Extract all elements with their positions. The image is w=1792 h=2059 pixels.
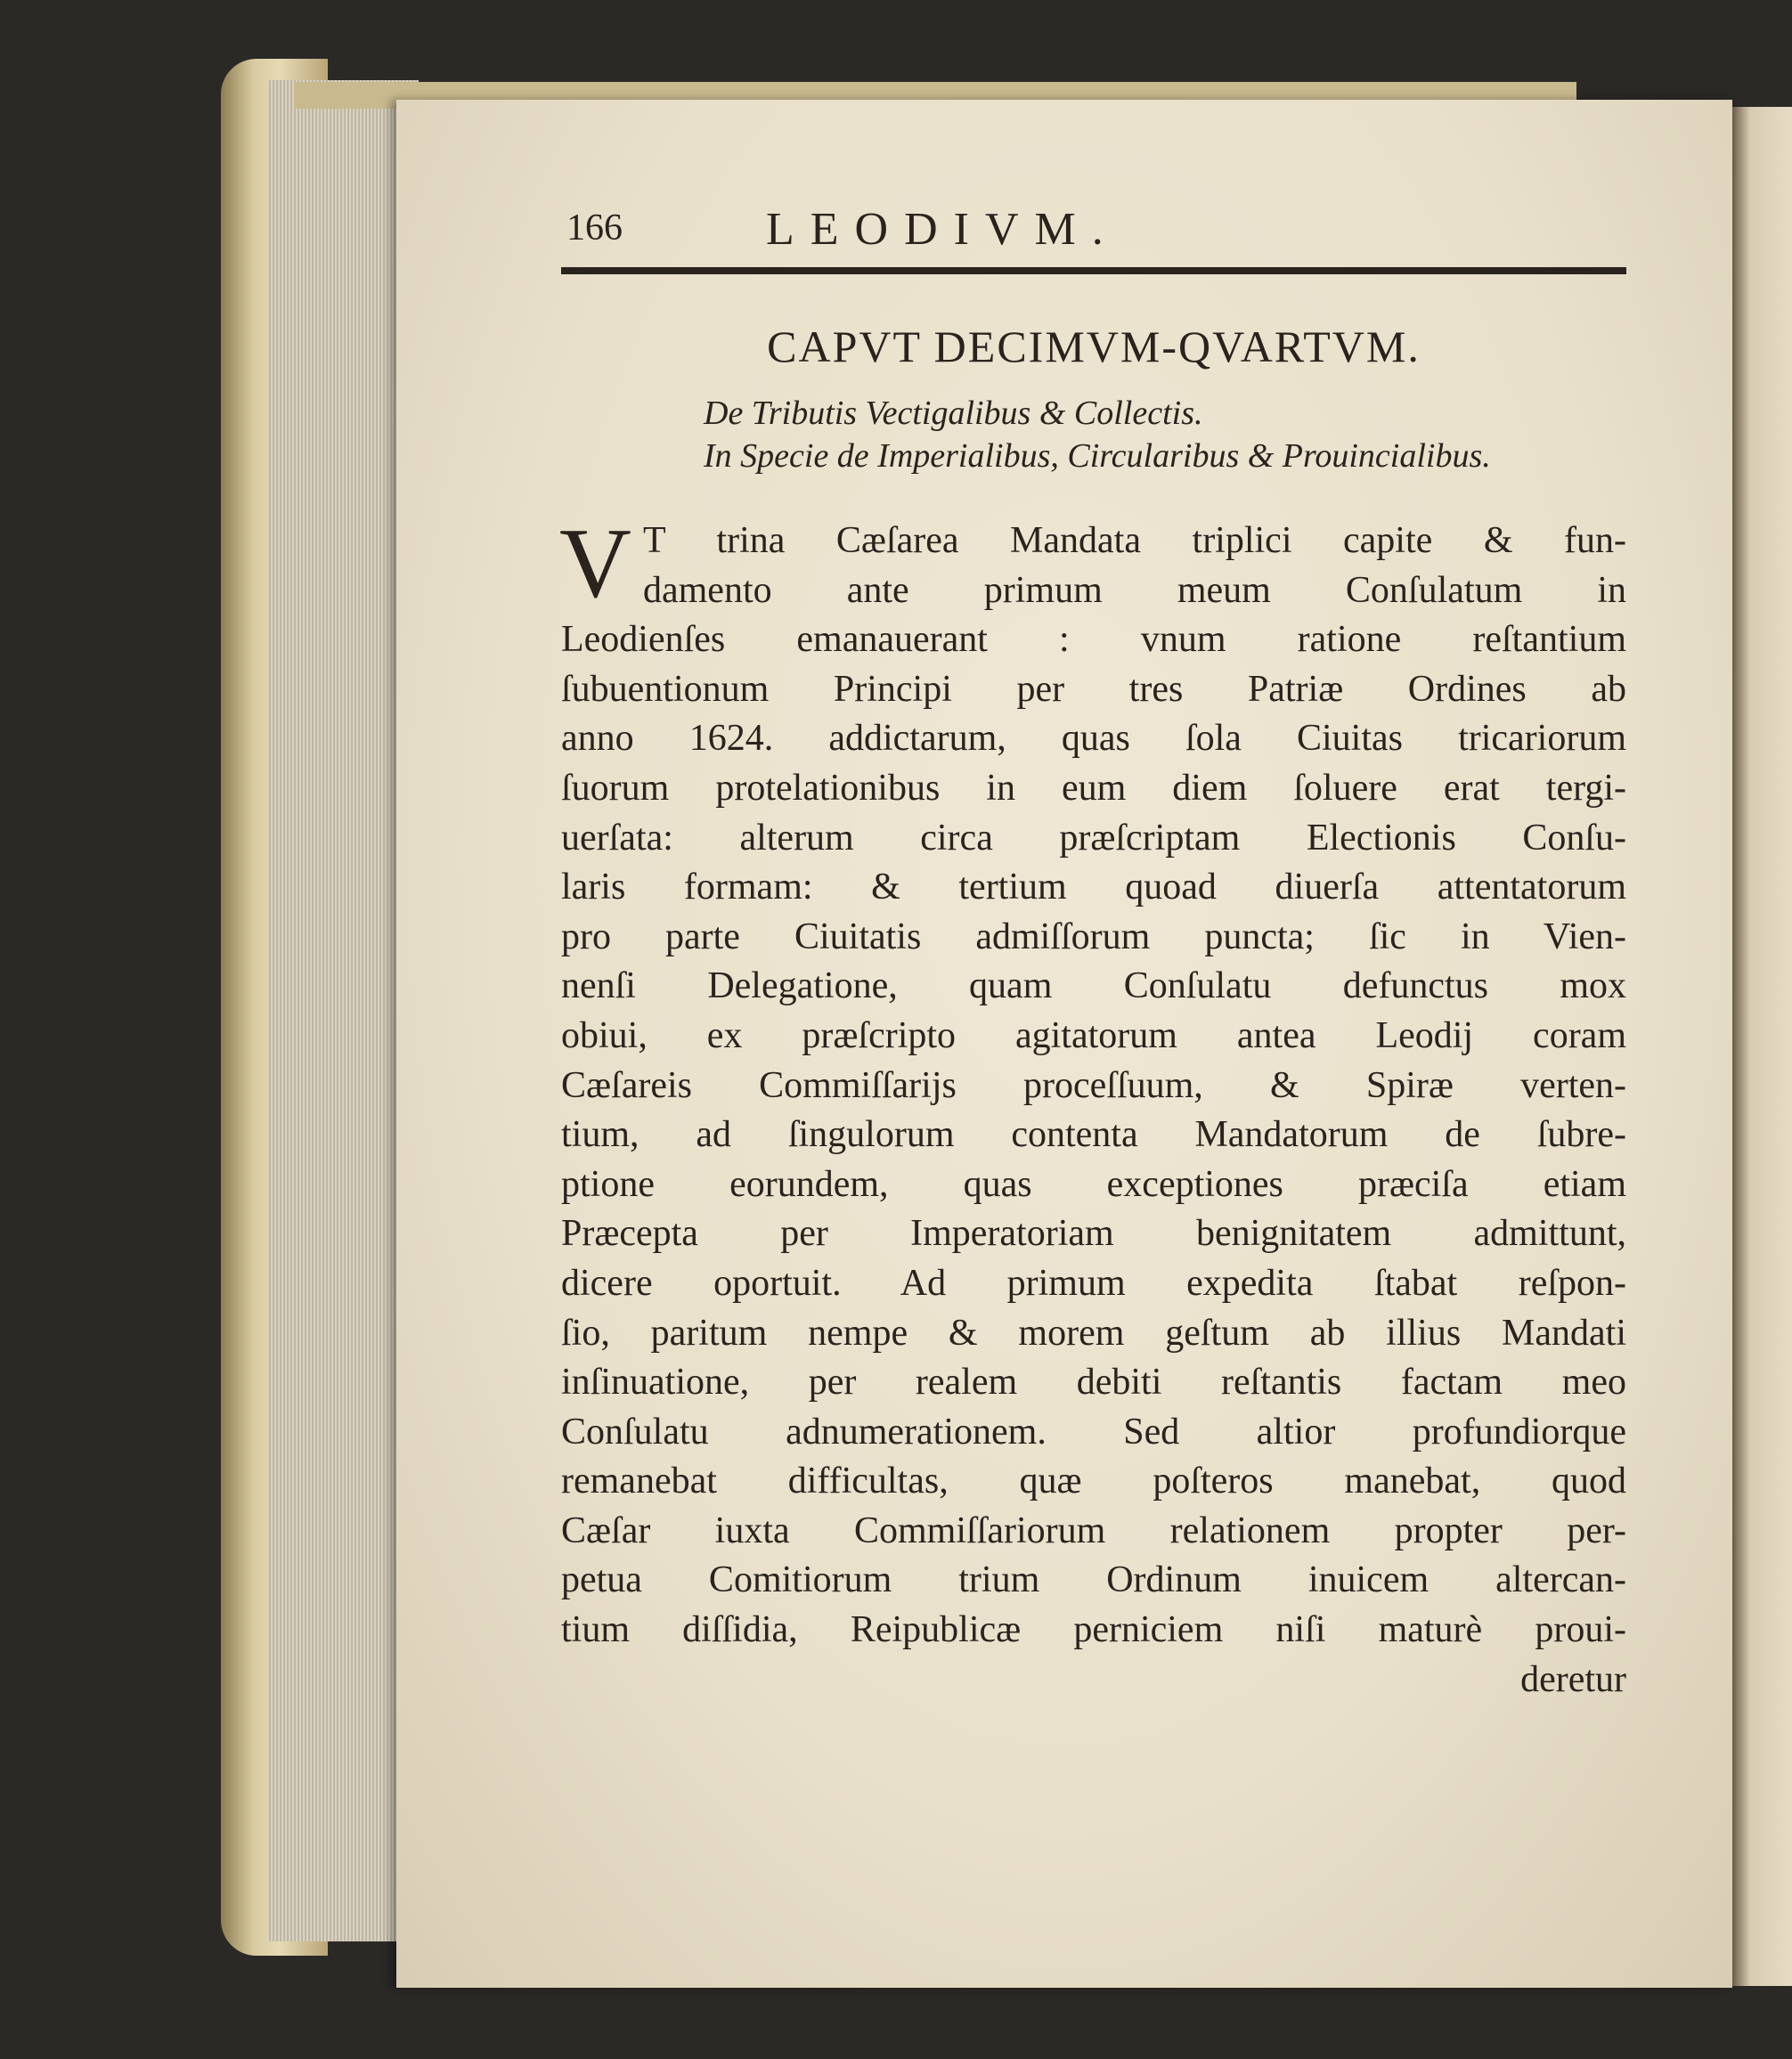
text-line: tium, ad ſingulorum contenta Mandatorum de ſubre- bbox=[561, 1114, 1626, 1156]
text-line: nenſi Delegatione, quam Conſulatu defunctus mox bbox=[561, 965, 1626, 1007]
page-number: 166 bbox=[566, 208, 623, 248]
text-line: ſuorum protelationibus in eum diem ſoluere erat tergi- bbox=[561, 767, 1626, 809]
text-line: laris formam: & tertium quoad diuerſa attentatorum bbox=[561, 867, 1626, 908]
catchword: deretur bbox=[1520, 1658, 1626, 1700]
text-line: remanebat difficultas, quæ poſteros manebat, quod bbox=[561, 1461, 1626, 1502]
text-line: T trina Cæſarea Mandata triplici capite & fun- bbox=[643, 520, 1626, 561]
drop-cap: V bbox=[559, 509, 631, 619]
text-line: ſubuentionum Principi per tres Patriæ Ordines ab bbox=[561, 668, 1626, 710]
text-line: uerſata: alterum circa præſcriptam Electionis Conſu- bbox=[561, 817, 1626, 859]
running-head bbox=[561, 203, 1626, 265]
facing-page-edge bbox=[1732, 107, 1792, 1986]
text-line: tium diſſidia, Reipublicæ perniciem niſi maturè proui- bbox=[561, 1609, 1626, 1651]
text-line: ptione eorundem, quas exceptiones præciſa etiam bbox=[561, 1163, 1626, 1205]
chapter-title: CAPVT DECIMVM-QVARTVM. bbox=[767, 321, 1421, 371]
text-line: anno 1624. addictarum, quas ſola Ciuitas tricariorum bbox=[561, 718, 1626, 760]
text-line: Præcepta per Imperatoriam benignitatem admittunt, bbox=[561, 1213, 1626, 1255]
text-line: inſinuatione, per realem debiti reſtantis factam meo bbox=[561, 1362, 1626, 1404]
text-line: obiui, ex præſcripto agitatorum antea Leodij coram bbox=[561, 1014, 1626, 1056]
body-text bbox=[559, 509, 1626, 1705]
header-rule bbox=[561, 267, 1626, 274]
text-line: pro parte Ciuitatis admiſſorum puncta; ſic in Vien- bbox=[561, 916, 1626, 957]
text-line: damento ante primum meum Conſulatum in bbox=[643, 569, 1626, 611]
text-line: Conſulatu adnumerationem. Sed altior profundiorque bbox=[561, 1411, 1626, 1453]
chapter-subtitle-1: De Tributis Vectigalibus & Collectis. bbox=[704, 395, 1203, 432]
text-line: ſio, paritum nempe & morem geſtum ab illius Mandati bbox=[561, 1312, 1626, 1354]
text-line: Leodienſes emanauerant : vnum ratione reſtantium bbox=[561, 619, 1626, 661]
text-line: dicere oportuit. Ad primum expedita ſtabat reſpon- bbox=[561, 1262, 1626, 1304]
chapter-subtitle-2: In Specie de Imperialibus, Circularibus & Prouincialibus. bbox=[704, 437, 1491, 475]
text-line: Cæſareis Commiſſarijs proceſſuum, & Spiræ verten- bbox=[561, 1064, 1626, 1106]
text-line: Cæſar iuxta Commiſſariorum relationem propter per- bbox=[561, 1510, 1626, 1551]
running-title: LEODIVM. bbox=[766, 204, 1120, 255]
text-line: petua Comitiorum trium Ordinum inuicem altercan- bbox=[561, 1559, 1626, 1601]
page-content bbox=[561, 203, 1626, 1705]
